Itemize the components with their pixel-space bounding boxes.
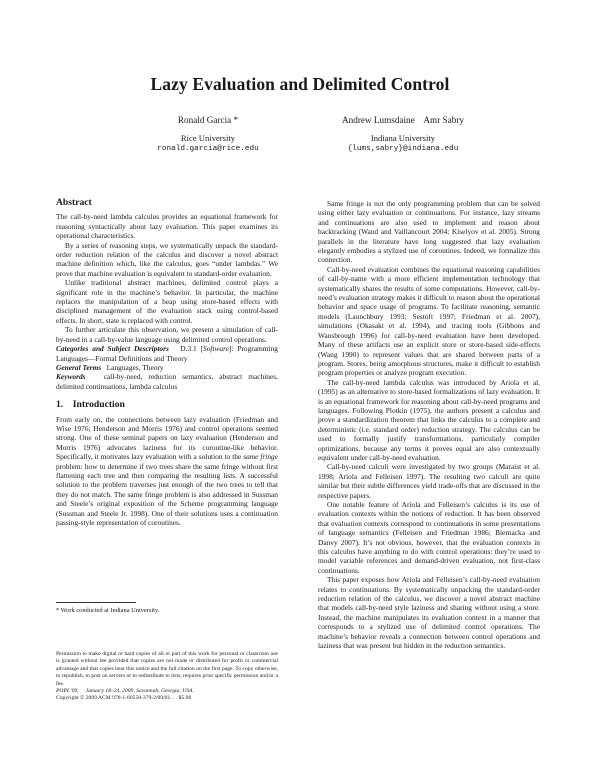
intro-text: From early on, the connections between lazy evaluation (Friedman and Wise 1976; Henderson and Morris 1976) and control operations seemed strong. One of these seminal papers on lazy evaluation (Henderson and Morris 1976) advocates laziness for its coroutine-like behavior. Specifically, it motivates lazy evaluation with a solution to the — [56, 414, 278, 462]
author-name: Andrew Lumsdaine Amr Sabry — [342, 115, 464, 125]
body-paragraph: Same fringe is not the only programming problem that can be solved using either lazy evaluation or continuations. For instance, lazy streams and continuations are also used to implement and reason about backtracking (Wand and Vaillancourt 2004; Kiselyov et al. 2005). Strong parallels in the literature have long suggested that lazy evaluation elegantly embodies a stylized use of coroutines. Indeed, we formalize this connection. — [318, 199, 540, 265]
author-affiliation: Rice University — [180, 132, 236, 143]
left-column — [56, 198, 278, 527]
abstract-heading: Abstract — [56, 197, 92, 208]
categories-software: Software — [203, 344, 230, 354]
permission-block — [56, 651, 278, 703]
intro-emphasis: same fringe — [243, 452, 278, 462]
keywords — [56, 372, 278, 391]
abstract-paragraph: To further articulate this observation, we present a simulation of call-by-need in a call-by-value language using delimited control operations. — [56, 325, 278, 344]
paper-title: Lazy Evaluation and Delimited Control — [150, 74, 450, 94]
abstract-paragraph: By a series of reasoning steps, we systematically unpack the standard-order reduction relation of the calculus and discover a novel abstract machine definition which, like the calculus, goes “under lambdas.” We prove that machine evaluation is equivalent to standard-order evaluation. — [56, 240, 278, 278]
author-block-2 — [318, 115, 488, 156]
right-column — [318, 199, 540, 651]
copyright-text: Copyright © 2009 ACM 978-1-60558-379-2/09/01. . . $5.00 — [56, 695, 192, 702]
body-paragraph: Call-by-need evaluation combines the equational reasoning capabilities of call-by-name with a more efficient implementation technology that systematically shares the results of some computations. However, call-by-need’s evaluation strategy makes it difficult to reason about the operational behavior and space usage of programs. To facilitate reasoning, semantic models (Launchbury 1993; Sestoft 1997; Friedman et al. 2007), simulations (Okasaki et al. 1994), and tracing tools (Gibbons and Wansbrough 1996) for call-by-need evaluation have been developed. Many of these artifacts use an explicit store or store-based side-effects (Wang 1990) to represent values that are shared between parts of a program. Stores, being amorphous structures, make it difficult to establish program properties or analyze program execution. — [318, 264, 540, 378]
venue-text: POPL’09, January 18–24, 2009, Savannah, Georgia, USA. — [56, 688, 194, 695]
general-terms-label: General Terms — [56, 362, 102, 372]
footnote: * Work conducted at Indiana University. — [56, 607, 160, 614]
categories-text: ]: Programming Languages—Formal Definitions and Theory — [56, 344, 278, 363]
general-terms-text: Languages, Theory — [106, 362, 164, 372]
author-email: ronald.garcia@rice.edu — [157, 145, 259, 154]
general-terms — [56, 363, 278, 372]
author-affiliation: Indiana University — [370, 132, 436, 143]
author-name: Ronald Garcia * — [177, 115, 239, 125]
abstract-paragraph: The call-by-need lambda calculus provides an equational framework for reasoning syntactically about lazy evaluation. This paper examines its operational characteristics. — [56, 212, 278, 241]
footnote-rule — [56, 602, 136, 603]
keywords-text: call-by-need, reduction semantics, abstract machines, delimited continuations, lambda calculus — [56, 372, 278, 391]
permission-text: Permission to make digital or hard copies of all or part of this work for personal or classroom use is granted without fee provided that copies are not made or distributed for profit or commercial advantage and that copies bear this notice and the full citation on the first page. To copy otherwise, to republish, to post on servers or to redistribute to lists, requires prior specific permission and/or a fee. — [56, 651, 278, 687]
author-block-1 — [118, 115, 298, 156]
body-paragraph: Call-by-need calculi were investigated by two groups (Maraist et al. 1998; Ariola and Felleisen 1997). The resulting two calculi are quite similar but their subtle differences yield trade-offs that are discussed in the respective papers. — [318, 462, 540, 500]
author-email: {lums,sabry}@indiana.edu — [347, 145, 459, 154]
intro-heading: 1. Introduction — [56, 399, 125, 411]
intro-text: problem: how to determine if two trees share the same fringe without first flattening each tree and then comparing the resulting lists. A successful solution to the problem traverses just enough of the two trees to tell that they do not match. The same fringe problem is also addressed in Sussman and Steele’s original exposition of the Scheme programming language (Sussman and Steele Jr. 1998). One of their solutions uses a continuation passing-style representation of coroutines. — [56, 461, 278, 527]
body-paragraph: This paper exposes how Ariola and Felleisen’s call-by-need evaluation relates to continuations. By systematically unpacking the standard-order reduction relation of the calculus, we discover a novel abstract machine that models call-by-need style laziness and sharing without using a store. Instead, the machine manipulates its evaluation context in a manner that corresponds to a stylized use of delimited control operations. The machine’s behavior reveals a connection between control operations and laziness that was present but hidden in the reduction semantics. — [318, 575, 540, 651]
body-paragraph: One notable feature of Ariola and Felleisen’s calculus is its use of evaluation contexts within the notions of reduction. It has been observed that evaluation contexts correspond to continuations in some presentations of language semantics (Felleisen and Friedman 1986; Biernacka and Danvy 2007). It’s not obvious, however, that the evaluation contexts in this calculus have anything to do with control operations: they’re used to model variable references and demand-driven evaluation, not first-class continuations. — [318, 500, 540, 575]
intro-paragraph — [56, 415, 278, 528]
categories-descriptors — [56, 344, 278, 363]
keywords-label: Keywords — [56, 372, 86, 382]
categories-code: D.3.1 [ — [180, 344, 203, 354]
categories-label: Categories and Subject Descriptors — [56, 344, 169, 354]
abstract-paragraph: Unlike traditional abstract machines, delimited control plays a significant role in the machine’s behavior. In particular, the machine replaces the manipulation of a heap using store-based effects with disciplined management of the evaluation stack using control-based effects. In short, state is replaced with control. — [56, 278, 278, 325]
body-paragraph: The call-by-need lambda calculus was introduced by Ariola et al. (1995) as an alternative to store-based formalizations of lazy evaluation. It is an equational framework for reasoning about call-by-need programs and languages. Following Plotkin (1975), the authors present a calculus and prove a standardization theorem that links the calculus to a complete and deterministic (i.e. standard order) reduction strategy. The calculus can be used to formally justify transformations, particularly compiler optimizations, because any terms it proves equal are also contextually equivalent under call-by-need evaluation. — [318, 377, 540, 462]
